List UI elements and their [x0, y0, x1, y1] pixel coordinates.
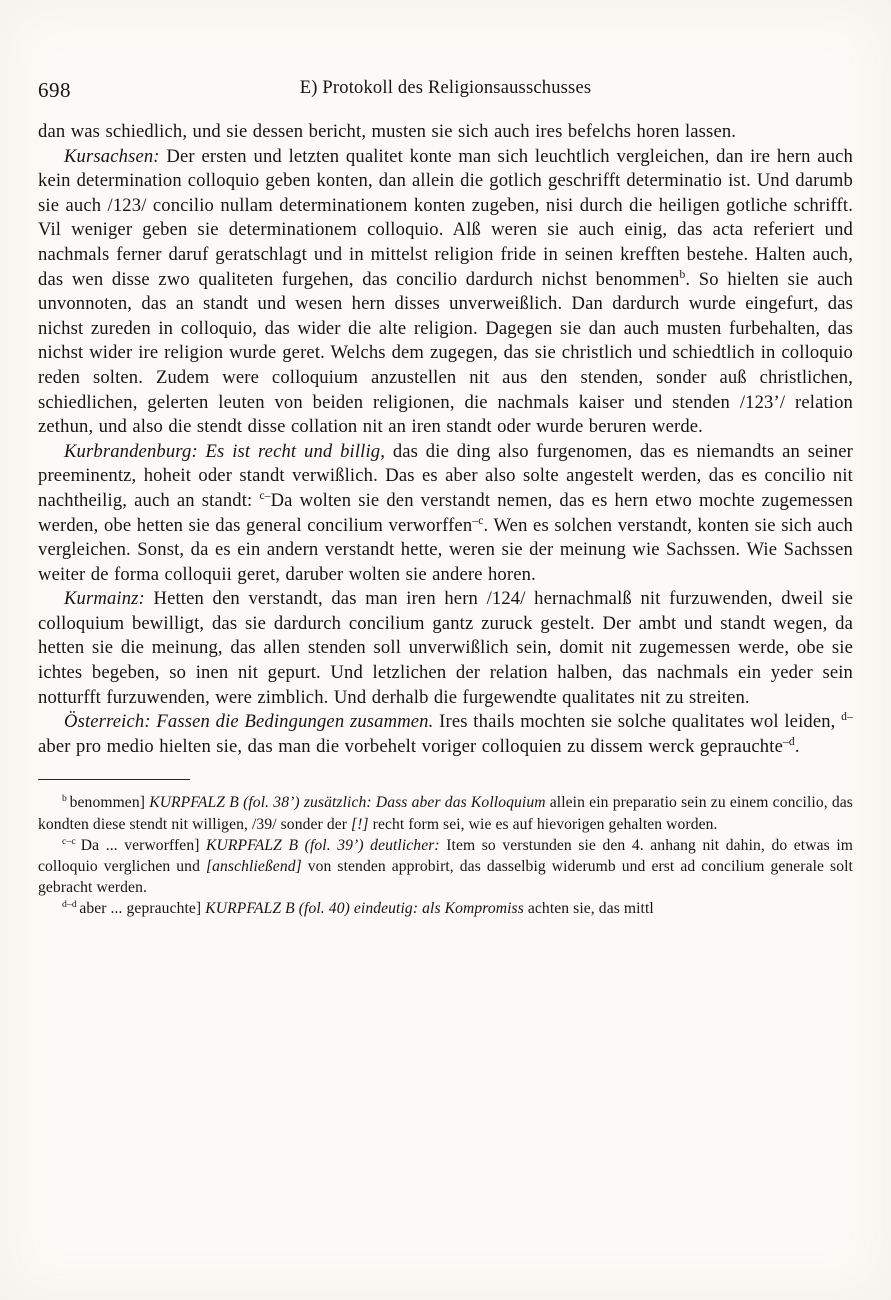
italic-text-run: KURPFALZ B (fol. 38’) zusätzlich: Dass aber das Kolloquium — [149, 794, 550, 812]
italic-text-run: [!] — [351, 815, 369, 833]
text-run: . So hielten sie auch unvonnoten, das an standt und wesen hern disses unverweißlich. Dan dardurch wurde eingefurt, das nichst zureden in colloquio, das wider die alte religion. Dagegen sie dan auch musten furbehalten, das nichst wider ire religion wurde geret. Welchs dem zugegen, das sie christlich und schiedtlich in colloquio reden solten. Zudem were colloquium anzustellen nit aus den stenden, sonder auß christlichen, schiedlichen, gelerten leuten von beiden religionen, die nachmals kaiser und stenden /123’/ relation zethun, und also die stendt disse collation nit an iren standt oder wurde beruren werde. — [38, 268, 853, 438]
text-run: Ires thails mochten sie solche qualitates wol leiden, — [439, 711, 842, 733]
text-run: . Wen es solchen verstandt, konten sie sich auch vergleichen. Sonst, da es ein andern verstandt hette, weren sie der meinung wie Sachssen. Wie Sachssen weiter de forma colloquii geret, daruber wolten sie andere horen. — [38, 514, 853, 585]
italic-text-run: KURPFALZ B (fol. 40) eindeutig: als Kompromiss — [205, 900, 528, 918]
text-run: Da ... verworffen] — [80, 836, 207, 854]
paragraph-oesterreich — [38, 710, 853, 759]
text-run: Hetten den verstandt, das man iren hern /124/ hernachmalß nit furzuwenden, dweil sie colloquium bewilligt, das sie dardurch concilium gantz zuruck gestelt. Der ambt und standt wegen, da hetten sie die meinung, das allen stenden soll unverwißlich sein, domit nit zugemessen werde, obe sie ichtes begeben, so inen nit gepurt. Und letzlichen der relation halben, das nachmals ein yeder sein notturfft furzuwenden, were zimblich. Und derhalb die furgewendte qualitates nit zu streiten. — [38, 588, 853, 708]
text-run: das die ding also furgenomen, das es niemandts an seiner preeminentz, hoheit oder standt verwißlich. Das es aber also solte angestelt werden, das es concilio nit nachtheilig, auch an standt: — [38, 440, 853, 511]
page-number: 698 — [38, 78, 71, 102]
footnote-d — [38, 898, 853, 919]
body-text — [38, 120, 853, 759]
footnote-marker: d– — [841, 711, 853, 724]
paragraph-kurbrandenburg — [38, 440, 853, 588]
italic-text-run: Kurbrandenburg: Es ist recht und billig, — [64, 440, 393, 462]
text-run: benommen] — [69, 794, 150, 812]
paragraph-continuation — [38, 120, 853, 145]
text-run: recht form sei, wie es auf hievorigen gehalten worden. — [368, 815, 718, 833]
text-run: Der ersten und letzten qualitet konte man sich leuchtlich vergleichen, dan ire hern auch kein determination colloquio geben konten, dan allein die gotlich geschrifft determinatio ist. Und darumb sie auch /123/ concilio nullam determinationem konten zugeben, nisi durch die heiligen gotliche schrifft. Vil weniger geben sie determinationem colloquio. Alß weren sie auch einig, das acta referiert und nachmals ferner daruf geratschlagt und in mittelst religion fride in seinen krefften bestehe. Halten auch, das wen disse zwo qualiteten furgehen, das concilio dardurch nichst benommen — [38, 145, 853, 290]
footnote-marker: –d — [782, 735, 795, 748]
italic-text-run: Kursachsen: — [64, 145, 167, 167]
text-run: dan was schiedlich, und sie dessen bericht, musten sie sich auch ires befelchs horen lassen. — [38, 121, 737, 142]
text-run: . — [794, 735, 800, 757]
page-header — [38, 78, 853, 104]
text-run: von stenden approbirt, das dasselbig widerumb und erst ad concilium generale solt gebracht werden. — [38, 858, 853, 897]
footnotes — [38, 792, 853, 919]
text-run: achten sie, das mittl — [527, 900, 654, 918]
text-run: Da wolten sie den verstandt nemen, das es hern etwo mochte zugemessen werden, obe hetten sie das general concilium verworffen — [38, 489, 853, 536]
italic-text-run: Österreich: Fassen die Bedingungen zusammen. — [64, 711, 440, 733]
text-run: allein ein preparatio sein zu einem concilio, das kondten diese stendt nit willigen, /39/ sonder der — [38, 794, 853, 833]
footnote-marker: –c — [472, 514, 484, 527]
footnote-marker: d–d — [62, 899, 80, 911]
footnote-marker: c– — [259, 489, 271, 502]
text-run: Item so verstunden sie den 4. anhang nit dahin, do etwas im colloquio verglichen und — [38, 836, 853, 876]
footnote-b — [38, 792, 853, 834]
italic-text-run: KURPFALZ B (fol. 39’) deutlicher: — [206, 836, 447, 854]
running-title: E) Protokoll des Religionsausschusses — [299, 78, 592, 98]
footnote-marker: c–c — [62, 835, 81, 847]
paragraph-kurmainz — [38, 587, 853, 710]
text-run: aber pro medio hielten sie, das man die vorbehelt voriger colloquien zu dissem werck geprauchte — [38, 735, 783, 757]
footnote-c — [38, 835, 853, 899]
text-run: aber ... geprauchte] — [79, 900, 206, 918]
footnote-marker: b — [62, 793, 70, 805]
italic-text-run: Kurmainz: — [64, 588, 154, 610]
footnote-marker: b — [679, 268, 686, 281]
paragraph-kursachsen — [38, 145, 853, 440]
footnote-separator — [38, 779, 190, 780]
italic-text-run: [anschließend] — [205, 858, 308, 876]
